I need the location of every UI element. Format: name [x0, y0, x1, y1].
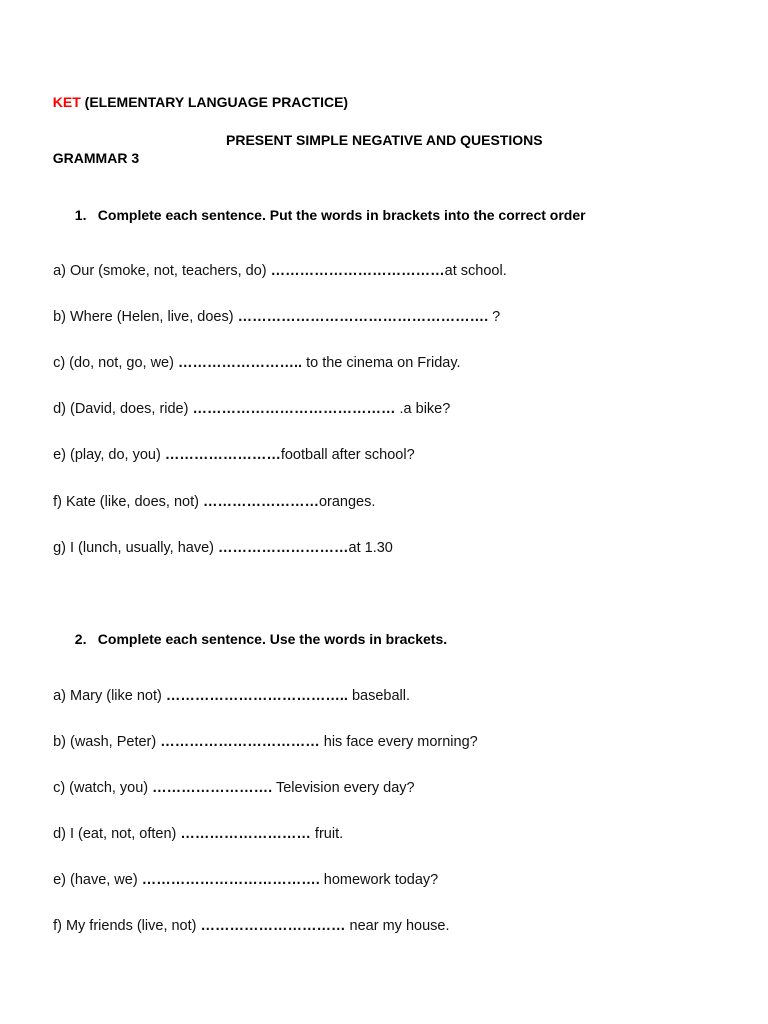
- answer-blank[interactable]: ……………………..: [177, 355, 303, 371]
- list-item: [45, 807, 343, 843]
- item-prompt: c) (do, not, go, we): [53, 355, 178, 371]
- section1-instruction: Complete each sentence. Put the words in brackets into the correct order: [97, 207, 586, 223]
- item-prompt: b) (wash, Peter): [53, 734, 161, 750]
- ket-label: KET: [52, 94, 81, 110]
- answer-blank[interactable]: ……………………: [202, 494, 319, 510]
- answer-blank[interactable]: ……………………………………: [192, 401, 396, 417]
- item-prompt: e) (play, do, you): [53, 447, 165, 463]
- grammar-line: [45, 131, 645, 185]
- item-ending: ?: [488, 309, 501, 325]
- item-prompt: c) (watch, you): [53, 780, 153, 796]
- item-ending: Television every day?: [272, 780, 415, 796]
- item-ending: homework today?: [319, 872, 439, 888]
- item-prompt: a) Mary (like not): [53, 688, 166, 704]
- item-prompt: f) Kate (like, does, not): [53, 494, 203, 510]
- answer-blank[interactable]: ………………………: [218, 540, 349, 556]
- answer-blank[interactable]: …………………….: [152, 780, 273, 796]
- grammar-topic: PRESENT SIMPLE NEGATIVE AND QUESTIONS: [226, 132, 543, 148]
- item-ending: his face every morning?: [319, 734, 478, 750]
- title-text: (ELEMENTARY LANGUAGE PRACTICE): [80, 94, 349, 110]
- list-item: [45, 669, 410, 705]
- item-prompt: d) (David, does, ride): [53, 401, 193, 417]
- list-item: [45, 290, 500, 326]
- answer-blank[interactable]: ………………………………..: [165, 688, 348, 704]
- item-prompt: f) My friends (live, not): [53, 918, 201, 934]
- item-ending: baseball.: [347, 688, 411, 704]
- section2-heading: [67, 612, 447, 648]
- list-item: [45, 761, 415, 797]
- list-item: [45, 521, 393, 557]
- item-ending: .a bike?: [395, 401, 451, 417]
- list-item: [45, 428, 415, 464]
- item-prompt: a) Our (smoke, not, teachers, do): [53, 263, 271, 279]
- answer-blank[interactable]: …………………………: [200, 918, 346, 934]
- answer-blank[interactable]: ……………………………….: [141, 872, 320, 888]
- document-title: [45, 75, 348, 111]
- answer-blank[interactable]: ………………………………: [270, 263, 445, 279]
- answer-blank[interactable]: ……………………: [164, 447, 281, 463]
- list-item: [45, 475, 375, 511]
- answer-blank[interactable]: ……………………………: [160, 734, 320, 750]
- item-ending: football after school?: [280, 447, 415, 463]
- item-prompt: g) I (lunch, usually, have): [53, 540, 219, 556]
- item-ending: at 1.30: [348, 540, 393, 556]
- answer-blank[interactable]: …………………………………………….: [237, 309, 489, 325]
- item-prompt: d) I (eat, not, often): [53, 826, 181, 842]
- section1-number: 1.: [74, 207, 87, 223]
- item-ending: fruit.: [310, 826, 344, 842]
- item-ending: to the cinema on Friday.: [302, 355, 461, 371]
- list-item: [45, 715, 478, 751]
- list-item: [45, 244, 507, 280]
- section2-instruction: Complete each sentence. Use the words in brackets.: [97, 631, 448, 647]
- grammar-label: GRAMMAR 3: [52, 150, 140, 166]
- answer-blank[interactable]: ………………………: [180, 826, 311, 842]
- item-ending: at school.: [444, 263, 507, 279]
- item-ending: oranges.: [318, 494, 376, 510]
- section2-number: 2.: [74, 631, 87, 647]
- item-ending: near my house.: [345, 918, 450, 934]
- list-item: [45, 899, 450, 935]
- item-prompt: e) (have, we): [53, 872, 142, 888]
- section1-heading: [67, 188, 586, 224]
- list-item: [45, 382, 450, 418]
- list-item: [45, 853, 438, 889]
- item-prompt: b) Where (Helen, live, does): [53, 309, 238, 325]
- list-item: [45, 336, 461, 372]
